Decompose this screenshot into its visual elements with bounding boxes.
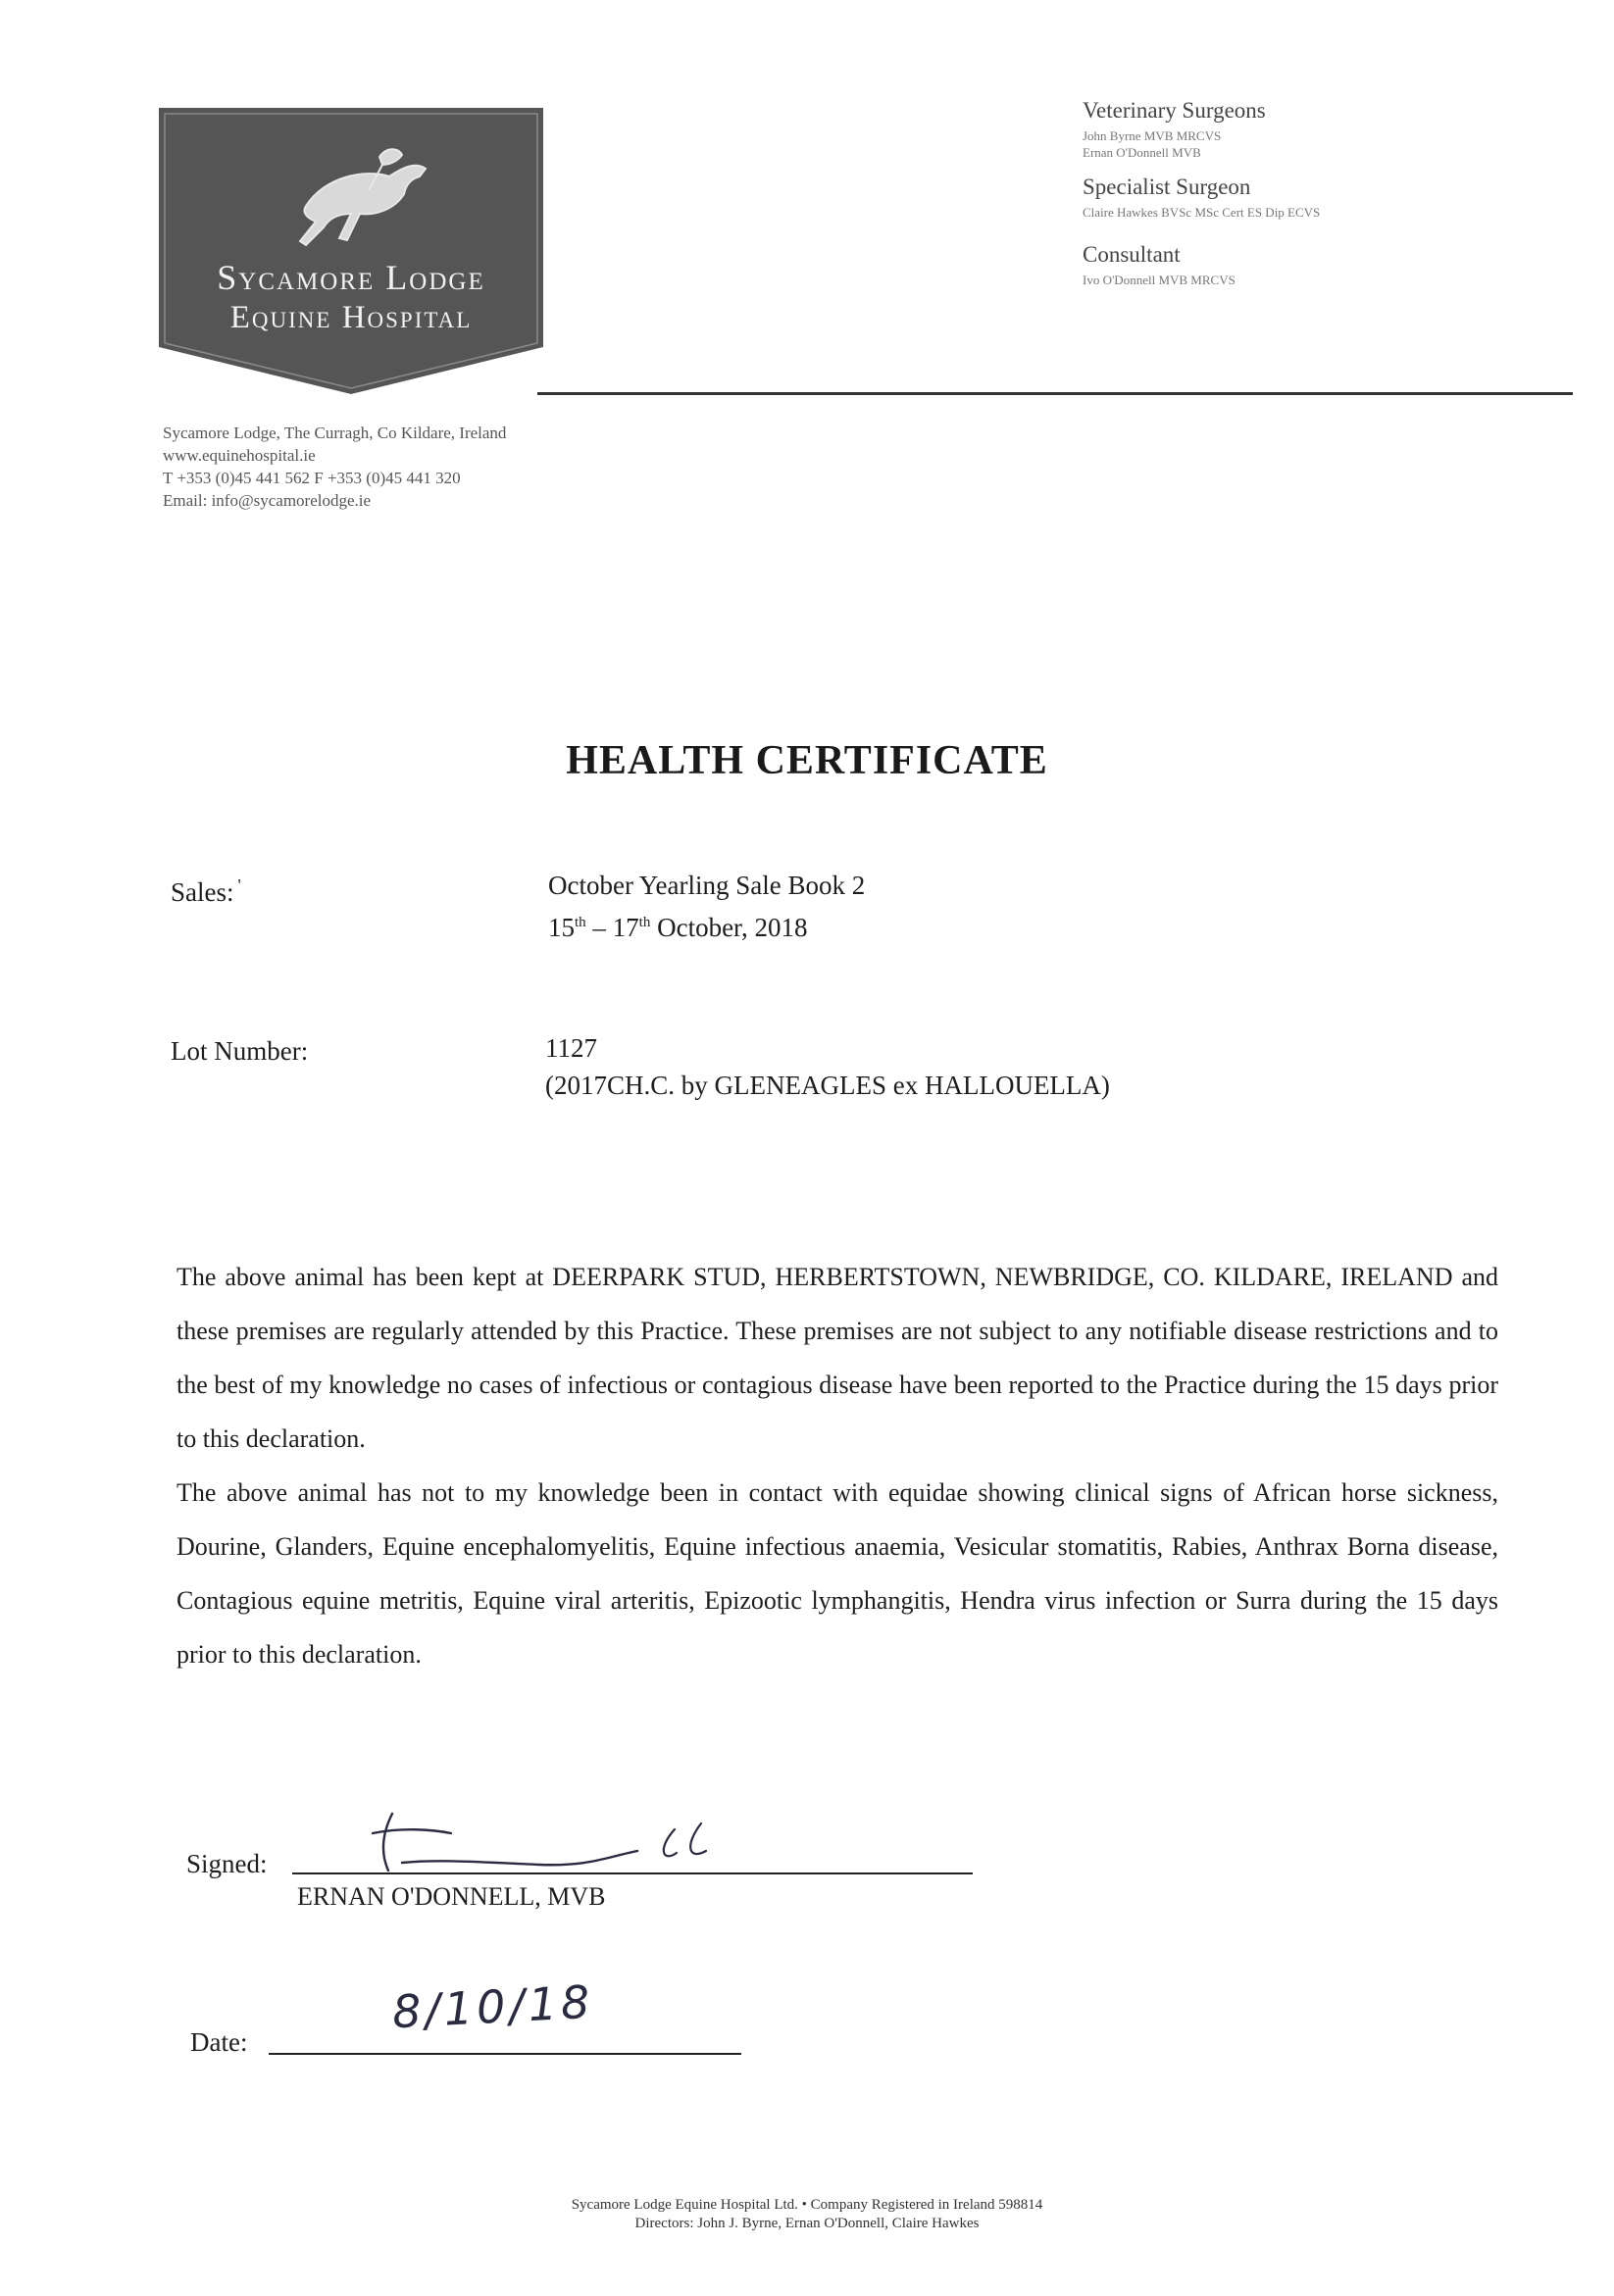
address-line: Sycamore Lodge, The Curragh, Co Kildare, Ireland (163, 424, 507, 442)
specialist-heading: Specialist Surgeon (1083, 175, 1251, 199)
staff-list (1083, 98, 1592, 288)
company-registration: Sycamore Lodge Equine Hospital Ltd. • Company Registered in Ireland 598814 (571, 2197, 1043, 2213)
declaration-text (177, 1250, 1498, 1681)
lot-value (545, 1029, 1110, 1104)
directors: Directors: John J. Byrne, Ernan O'Donnell, Claire Hawkes (634, 2216, 980, 2231)
sale-dates: 15th – 17th October, 2018 (548, 913, 808, 942)
footer (0, 2196, 1614, 2233)
logo-line-1: Sycamore Lodge (217, 258, 485, 297)
vet-name-2: Ernan O'Donnell MVB (1083, 145, 1201, 160)
logo-line-2: Equine Hospital (229, 300, 473, 335)
email: Email: info@sycamorelodge.ie (163, 491, 372, 510)
document-title: HEALTH CERTIFICATE (566, 738, 1048, 783)
specialist-name: Claire Hawkes BVSc MSc Cert ES Dip ECVS (1083, 205, 1321, 220)
sale-name: October Yearling Sale Book 2 (548, 871, 866, 900)
handwritten-signature (363, 1794, 755, 1882)
logo-banner (159, 108, 543, 394)
website: www.equinehospital.ie (163, 446, 316, 465)
declaration-paragraph-2: The above animal has not to my knowledge been in contact with equidae showing clinical signs of African horse sickness, Dourine, Glanders, Equine encephalomyelitis, Equine infectious anaemia, Vesicular stomatitis, Rabies, Anthrax Borna disease, Contagious equine metritis, Equine viral arteritis, Epizootic lymphangitis, Hendra virus infection or Surra during the 15 days prior to this declaration. (177, 1478, 1498, 1669)
vet-name-1: John Byrne MVB MRCVS (1083, 128, 1222, 143)
date-label: Date: (190, 2027, 248, 2057)
consultant-name: Ivo O'Donnell MVB MRCVS (1083, 273, 1236, 287)
vets-heading: Veterinary Surgeons (1083, 98, 1266, 123)
hospital-logo (159, 108, 543, 394)
sales-label: Sales: ' (171, 875, 241, 907)
lot-number: 1127 (545, 1033, 597, 1063)
signatory-name: ERNAN O'DONNELL, MVB (297, 1882, 606, 1911)
sales-mark: ' (237, 875, 241, 895)
phone-fax: T +353 (0)45 441 562 F +353 (0)45 441 320 (163, 469, 461, 487)
contact-address (163, 422, 506, 512)
consultant-heading: Consultant (1083, 242, 1181, 267)
lot-label: Lot Number: (171, 1036, 309, 1066)
declaration-paragraph-1: The above animal has been kept at DEERPARK STUD, HERBERTSTOWN, NEWBRIDGE, CO. KILDARE, IRELAND and these premises are regularly attended by this Practice. These premises are not subject to any notifiable disease restrictions and to the best of my knowledge no cases of infectious or contagious disease have been reported to the Practice during the 15 days prior to this declaration. (177, 1263, 1498, 1453)
signed-label: Signed: (186, 1849, 268, 1878)
date-line (269, 2053, 741, 2055)
lot-description: (2017CH.C. by GLENEAGLES ex HALLOUELLA) (545, 1071, 1110, 1100)
header-rule (537, 392, 1573, 395)
handwritten-date: 8/10/18 (390, 1974, 595, 2039)
sales-value (548, 867, 865, 946)
